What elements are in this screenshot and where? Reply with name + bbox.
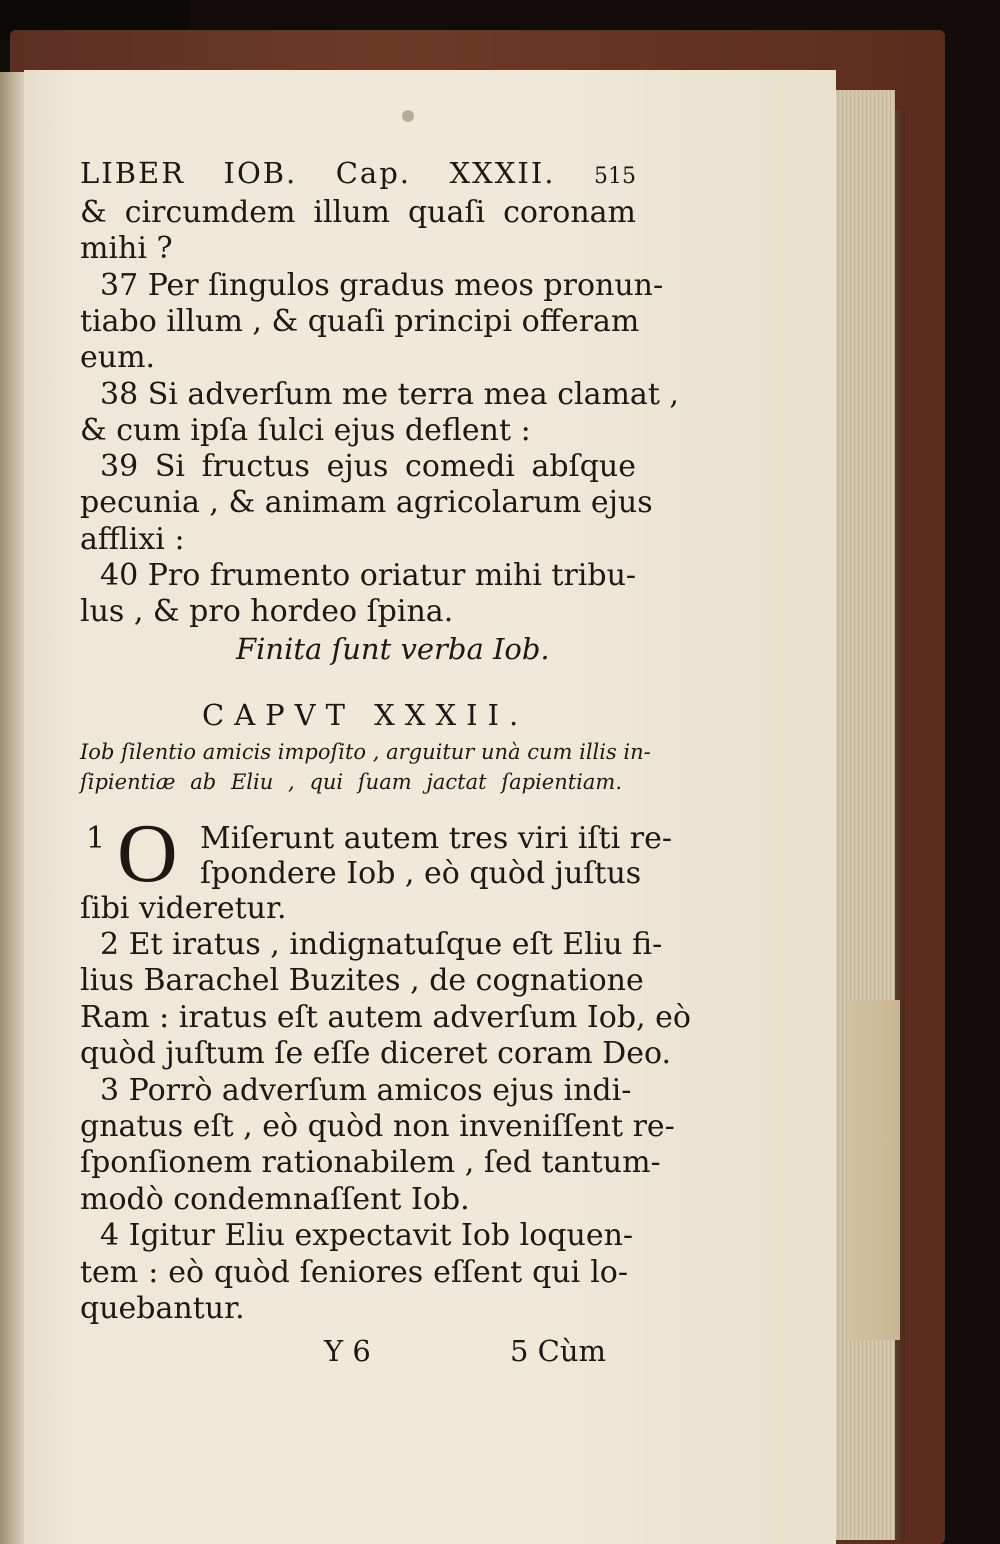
verses-before-line: tiabo illum , & quaſi principi offeram [80,303,640,339]
catchword: 5 Cùm [510,1334,607,1368]
verse1-line-2: ſpondere Iob , eò quòd juſtus [200,856,642,891]
verses-before-line: pecunia , & animam agricolarum ejus [80,485,653,521]
verse1-line-1: Miſerunt autem tres viri iſti re- [200,821,672,856]
verses-after-line: quebantur. [80,1291,245,1326]
verses-before-line: afflixi : [80,521,185,557]
facing-page-edge [0,72,26,1544]
chapter-heading: CAPVT XXXII. [202,698,529,732]
verse1-line-3: ſibi videretur. [80,891,287,926]
running-header [80,156,636,194]
verses-after-line: 3 Porrò adverſum amicos ejus indi- [100,1072,632,1108]
verses-before-line: mihi ? [80,231,173,267]
verses-before-line: & circumdem illum quaſi coronam [80,195,636,230]
verse1-number: 1 [86,821,106,856]
verses-before-line: & cum ipſa ſulci ejus deflent : [80,412,531,448]
verses-after-line: quòd juſtum ſe eſſe diceret coram Deo. [80,1036,672,1072]
book-page [24,70,836,1544]
header-title: LIBER IOB. Cap. XXXII. [80,156,556,190]
chapter-summary-line-2: ſipientiæ ab Eliu , qui ſuam jactat ſapientiam. [80,770,622,794]
chapter-summary-line-1: Iob ſilentio amicis impoſito , arguitur unà cum illis in- [80,740,651,764]
verses-before-line: 37 Per ſingulos gradus meos pronun- [100,267,664,303]
verses-before-line: 38 Si adverſum me terra mea clamat , [100,376,679,412]
drop-cap-initial: O [117,807,178,900]
verses-after-line: 4 Igitur Eliu expectavit Iob loquen- [100,1218,634,1254]
verses-after-line: lius Barachel Buzites , de cognatione [80,963,644,999]
verses-before-line: 39 Si fructus ejus comedi abſque [100,449,636,485]
verses-after-line: ſponſionem rationabilem , ſed tantum- [80,1145,661,1181]
verses-after-line: tem : eò quòd ſeniores eſſent qui lo- [80,1254,628,1290]
verses-after-line: gnatus eſt , eò quòd non inveniſſent re- [80,1109,675,1144]
ink-spot [402,110,414,122]
verses-after-line: modò condemnaſſent Iob. [80,1181,470,1217]
verses-before-line: eum. [80,340,156,376]
verses-after-line: 2 Et iratus , indignatuſque eſt Eliu fi- [100,927,663,962]
verses-before-line: 40 Pro frumento oriatur mihi tribu- [100,558,637,593]
signature-mark: Y 6 [324,1334,371,1368]
page-number: 515 [594,164,636,189]
finis-line: Finita ſunt verba Iob. [236,632,550,666]
verses-before-line: lus , & pro hordeo ſpina. [80,594,454,630]
bookmark-slip [848,1000,900,1340]
verses-after-line: Ram : iratus eſt autem adverſum Iob, eò [80,999,691,1035]
